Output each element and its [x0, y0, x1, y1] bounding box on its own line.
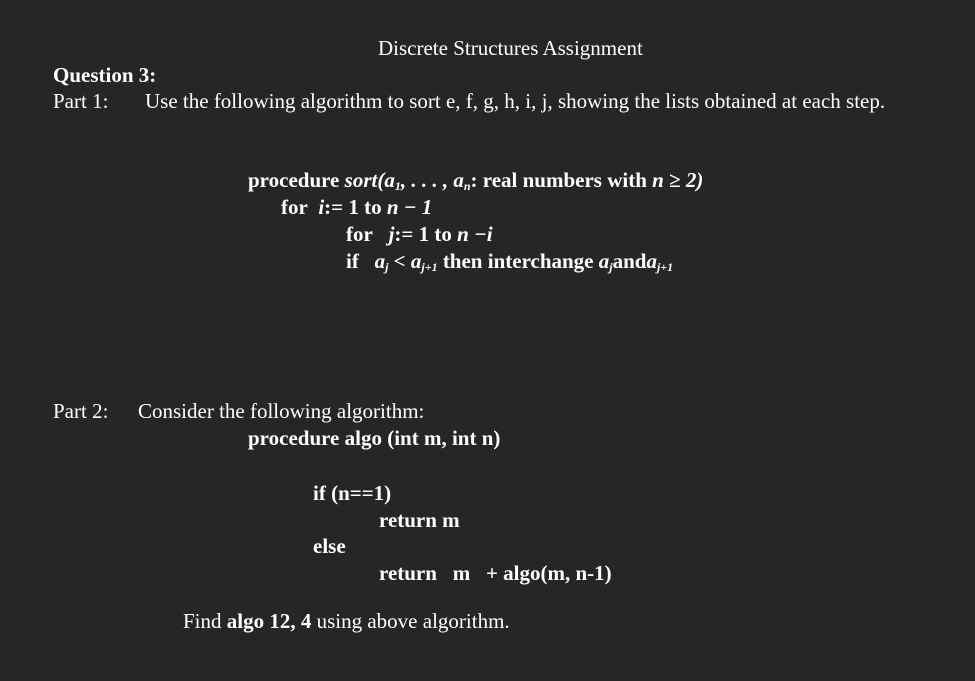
procedure-condition: n ≥ 2): [652, 168, 704, 192]
part1-label: Part 1:: [53, 89, 109, 113]
part2-return-base: return m: [379, 508, 460, 532]
part2-find-prompt: Find algo 12, 4 using above algorithm.: [183, 609, 510, 633]
part1-inner-loop: for j:= 1 to n −i: [346, 222, 493, 246]
part1-instruction: Use the following algorithm to sort e, f, g, h, i, j, showing the lists obtained at each step.: [145, 89, 886, 113]
page-title: Discrete Structures Assignment: [378, 36, 643, 60]
part2-instruction: Consider the following algorithm:: [138, 399, 425, 423]
part2-label: Part 2:: [53, 399, 109, 423]
procedure-params: : real numbers with: [470, 168, 647, 192]
part2-return-recursive: return m + algo(m, n-1): [379, 561, 612, 585]
part2-if-line: if (n==1): [313, 481, 392, 505]
part2-procedure-line: procedure algo (int m, int n): [248, 426, 501, 450]
part1-outer-loop: for i:= 1 to n − 1: [281, 195, 433, 219]
part2-else-line: else: [313, 534, 346, 558]
question-heading: Question 3:: [53, 63, 157, 87]
procedure-name: $sort(a_1$, . . . , $a_n$: [344, 168, 471, 193]
part1-if-line: if $a_j < a_{j+1}$ then interchange $a_janda_{j+1}$: [346, 249, 674, 274]
procedure-keyword: procedure: [248, 168, 340, 192]
part1-procedure-line: [248, 168, 703, 194]
